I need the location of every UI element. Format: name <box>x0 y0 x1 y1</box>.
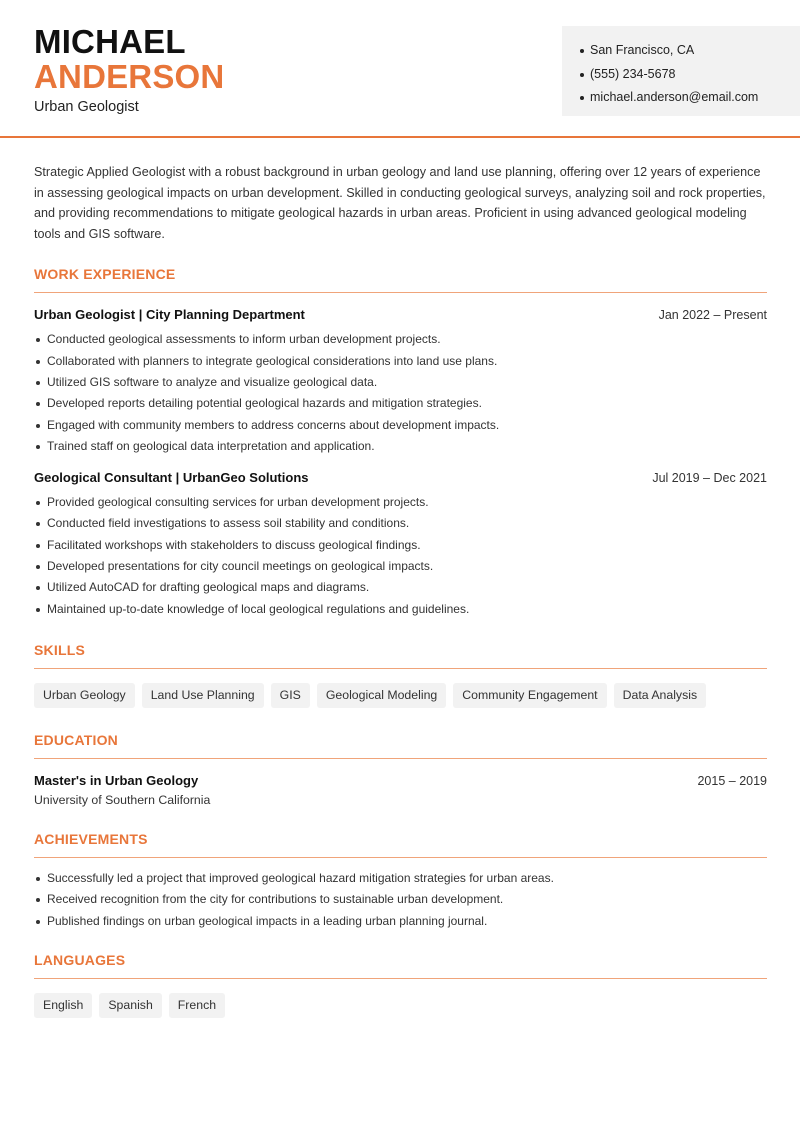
job-bullet: Utilized AutoCAD for drafting geological maps and diagrams. <box>34 577 767 598</box>
skill-tag: Community Engagement <box>453 683 606 708</box>
job-title: Urban Geologist <box>34 99 139 115</box>
skill-tag: Land Use Planning <box>142 683 264 708</box>
job-bullet: Conducted geological assessments to inform urban development projects. <box>34 329 767 350</box>
skill-tag: Urban Geology <box>34 683 135 708</box>
job-bullet: Provided geological consulting services for urban development projects. <box>34 492 767 513</box>
summary: Strategic Applied Geologist with a robust background in urban geology and land use planning, offering over 12 years of experience in assessing geological impacts on urban development. Skilled in conducting geological surveys, analyzing soil and rock properties, and providing recommendations to mitigate geological hazards in urban areas. Proficient in using advanced geological modeling tools and GIS software. <box>34 165 766 241</box>
section-achievements <box>34 831 767 932</box>
job-role: Geological Consultant | UrbanGeo Solutions <box>34 470 309 486</box>
education-degree: Master's in Urban Geology <box>34 772 199 788</box>
job-entry <box>34 470 767 620</box>
job-dates: Jul 2019 – Dec 2021 <box>652 471 767 486</box>
job-entry <box>34 307 767 457</box>
language-tag: French <box>169 993 225 1018</box>
first-name: MICHAEL <box>34 23 186 60</box>
achievement-item: Received recognition from the city for contributions to sustainable urban development. <box>34 889 767 910</box>
job-role: Urban Geologist | City Planning Department <box>34 307 305 323</box>
education-dates: 2015 – 2019 <box>697 773 767 788</box>
skill-tag: Data Analysis <box>614 683 707 708</box>
section-education <box>34 732 767 807</box>
job-dates: Jan 2022 – Present <box>658 308 767 323</box>
skill-tag: Geological Modeling <box>317 683 446 708</box>
section-title-work: WORK EXPERIENCE <box>34 266 767 293</box>
contact-location: San Francisco, CA <box>580 39 800 63</box>
job-bullet: Collaborated with planners to integrate geological considerations into land use plans. <box>34 351 767 372</box>
section-title-languages: LANGUAGES <box>34 952 767 979</box>
achievement-item: Successfully led a project that improved geological hazard mitigation strategies for urban areas. <box>34 868 767 889</box>
achievement-item: Published findings on urban geological impacts in a leading urban planning journal. <box>34 911 767 932</box>
contact-phone: (555) 234-5678 <box>580 63 800 87</box>
job-bullet: Conducted field investigations to assess soil stability and conditions. <box>34 513 767 534</box>
section-skills <box>34 642 767 708</box>
skill-tag: GIS <box>271 683 310 708</box>
job-bullet: Engaged with community members to address concerns about development impacts. <box>34 415 767 436</box>
resume-header <box>0 0 800 138</box>
section-title-education: EDUCATION <box>34 732 767 759</box>
language-tag: Spanish <box>99 993 161 1018</box>
job-bullet: Facilitated workshops with stakeholders to discuss geological findings. <box>34 535 767 556</box>
education-school: University of Southern California <box>34 792 211 807</box>
section-title-achievements: ACHIEVEMENTS <box>34 831 767 858</box>
resume-body <box>34 162 767 1018</box>
section-languages <box>34 952 767 1018</box>
contact-box <box>562 26 800 116</box>
job-bullet: Maintained up-to-date knowledge of local geological regulations and guidelines. <box>34 599 767 620</box>
job-bullet: Developed reports detailing potential geological hazards and mitigation strategies. <box>34 393 767 414</box>
section-title-skills: SKILLS <box>34 642 767 669</box>
language-tag: English <box>34 993 92 1018</box>
candidate-name <box>34 24 224 94</box>
job-bullet: Developed presentations for city council meetings on geological impacts. <box>34 556 767 577</box>
job-bullet: Utilized GIS software to analyze and visualize geological data. <box>34 372 767 393</box>
job-bullet: Trained staff on geological data interpretation and application. <box>34 436 767 457</box>
contact-email: michael.anderson@email.com <box>580 86 800 110</box>
last-name: ANDERSON <box>34 58 225 95</box>
section-work <box>34 266 767 620</box>
